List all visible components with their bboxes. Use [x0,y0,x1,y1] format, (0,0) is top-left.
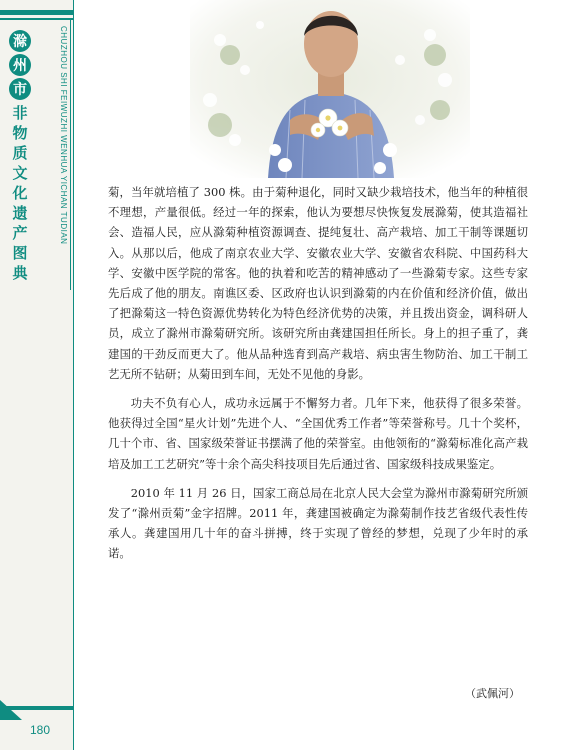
title-char: 产 [12,223,28,242]
title-char: 非 [12,103,28,122]
portrait-photo [190,0,470,178]
title-char: 滁 [9,30,31,52]
paragraph: 功夫不负有心人，成功永远属于不懈努力者。几年下来，他获得了很多荣誉。他获得过全国“星火计划”先进个人、“全国优秀工作者”等荣誉称号。几十个奖杯，几十个市、省、国家级荣誉证书摆满了他的荣誉室。由他领衔的“滁菊标准化高产栽培及加工工艺研究”等十余个高尖科技项目先后通过省、国家级科技成果鉴定。 [108,396,528,471]
author-credit: （武佩河） [465,687,520,700]
sidebar-top-band-thin [0,18,73,20]
title-char: 遗 [12,203,28,222]
title-char: 典 [12,263,28,282]
title-char: 市 [9,78,31,100]
sidebar-top-band [0,10,73,15]
article-body [108,182,528,564]
corner-decoration [0,700,22,720]
book-title-pinyin: CHUZHOU SHI FEIWUZHI WENHUA YICHAN TUDIAN [59,26,68,245]
title-char: 文 [12,163,28,182]
sidebar-inner-line [70,20,71,290]
photo-illustration [190,0,470,178]
title-char: 化 [12,183,28,202]
title-char: 质 [12,143,28,162]
title-char: 州 [9,54,31,76]
paragraph: 菊，当年就培植了 300 株。由于菊种退化，同时又缺少栽培技术，他当年的种植很不理想，产量很低。经过一年的探索，他认为要想尽快恢复发展滁菊，使其造福社会、造福人民，应从滁菊种植资源调查、提纯复壮、高产栽培、加工干制等课题切入。从那以后，他成了南京农业大学、安徽农业大学、安徽省农科院、中国药科大学、安徽中医学院的常客。他的执着和吃苦的精神感动了一些滁菊专家。这些专家先后成了他的朋友。南谯区委、区政府也认识到滁菊的内在价值和经济价值，做出了把滁菊这一特色资源优势转化为特色经济优势的决策，并且拨出资金，调科研人员，成立了滁州市滁菊研究所。该研究所由龚建国担任所长。身上的担子重了，龚建国的干劲反而更大了。他从品种选育到高产栽培、病虫害生物防治、加工干制工艺无所不钻研；从菊田到车间，无处不见他的身影。 [108,185,528,381]
title-char: 物 [12,123,28,142]
book-title [5,30,35,282]
sidebar-border-line [73,0,74,750]
title-char: 图 [12,243,28,262]
paragraph: 2010 年 11 月 26 日，国家工商总局在北京人民大会堂为滁州市滁菊研究所颁发了“滁州贡菊”金字招牌。2011 年，龚建国被确定为滁菊制作技艺省级代表性传承人。龚建国用几十年的奋斗拼搏，终于实现了曾经的梦想，兑现了少年时的承诺。 [108,485,528,561]
page-number: 180 [30,723,51,737]
